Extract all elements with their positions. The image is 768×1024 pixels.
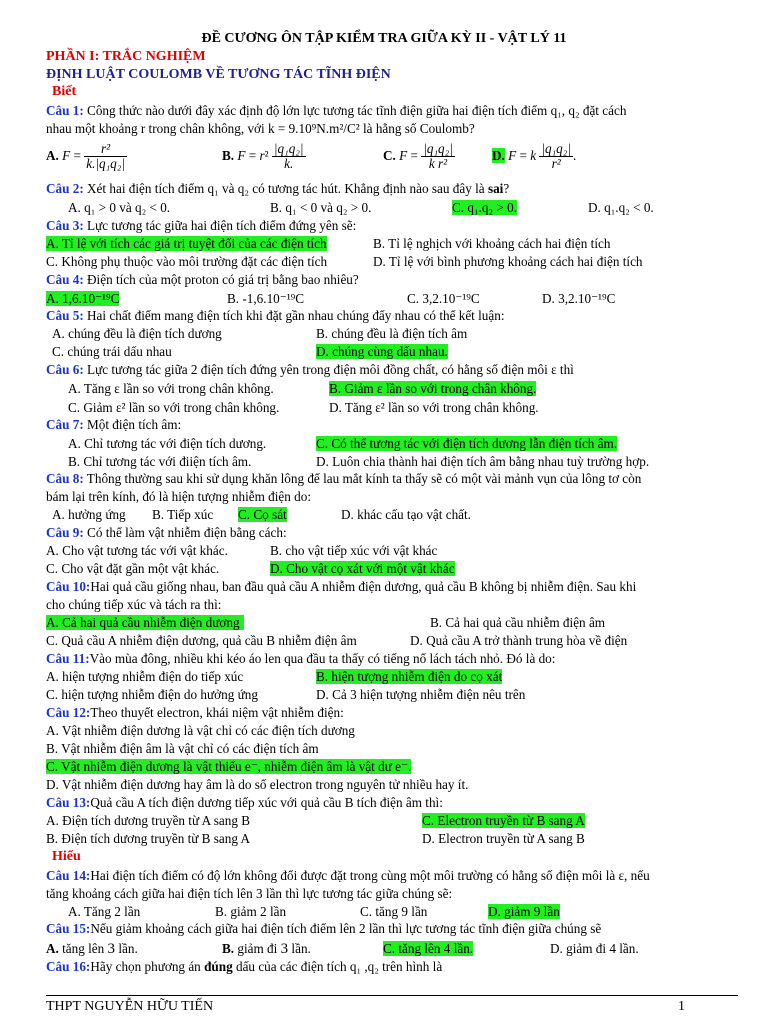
option-7d: D. Luôn chia thành hai điện tích âm bằng nhau tuỳ trường hợp. (316, 454, 650, 469)
option-7c-correct (316, 434, 617, 453)
formula: $\frac{\text{|q₁q₂|}}{k.}$ (273, 141, 304, 172)
option-2d: D. q₁.q₂ < 0. (588, 200, 654, 215)
option-1d: D. F = k $\frac{\text{|q₁q₂|}}{\text{r²}}$ . (492, 141, 577, 172)
option-12c-correct (46, 757, 411, 776)
option-6b-correct (329, 379, 536, 398)
option-15c-correct (383, 939, 473, 958)
option-text-end: lần. (118, 941, 138, 956)
option-14a: A. Tăng 2 lần (68, 904, 141, 919)
question-15 (46, 919, 601, 938)
question-9 (46, 523, 287, 542)
option-4b: B. -1,6.10⁻¹⁹C (227, 291, 305, 306)
option-7a: A. Chỉ tương tác với điện tích dương. (68, 436, 267, 451)
question-12 (46, 703, 344, 722)
option-3b: B. Tỉ lệ nghịch với khoảng cách hai điện tích (373, 236, 611, 251)
option-text: C. Cọ sát (238, 507, 287, 522)
question-10-cont: cho chúng tiếp xúc và tách ra thì: (46, 597, 222, 612)
question-7 (46, 415, 181, 434)
option-10c: C. Quả cầu A nhiễm điện dương, quả cầu B nhiễm điện âm (46, 633, 357, 648)
option-text: C. q₁.q₂ > 0. (452, 200, 517, 215)
option-text: C. Có thể tương tác với điện tích dương lẫn điện tích âm. (316, 436, 618, 451)
option-13a: A. Điện tích dương truyền từ A sang B (46, 813, 251, 828)
option-4c: C. 3,2.10⁻¹⁹C (407, 291, 480, 306)
question-text-end: ? (503, 181, 510, 196)
question-text: Lực tương tác giữa hai điện tích điểm đứng yên sẽ: (87, 218, 357, 233)
question-3 (46, 216, 356, 235)
question-1-cont: nhau một khoảng r trong chân không, với k = 9.10⁹N.m²/C² là hằng số Coulomb? (46, 121, 475, 136)
option-8c-correct (238, 505, 287, 524)
option-label-correct: D. (492, 148, 505, 163)
option-12a: A. Vật nhiễm điện dương là vật chỉ có các điện tích dương (46, 723, 355, 738)
question-number: Câu 3: (46, 218, 84, 233)
level-hieu-heading: Hiểu (52, 849, 81, 864)
option-9c: C. Cho vật đặt gần một vật khác. (46, 561, 220, 576)
option-14b: B. giảm 2 lần (215, 904, 287, 919)
option-11c: C. hiện tượng nhiễm điện do hưởng ứng (46, 687, 258, 702)
option-8b: B. Tiếp xúc (152, 507, 214, 522)
option-11d: D. Cả 3 hiện tượng nhiễm điện nêu trên (316, 687, 526, 702)
option-text: D. chúng cùng dấu nhau. (316, 344, 448, 359)
option-10a-correct (46, 613, 244, 632)
option-1c: C. F = $\frac{\text{|q₁q₂|}}{\text{k r²}}$ (383, 141, 453, 172)
question-2 (46, 179, 509, 198)
option-text: A. Cả hai quả cầu nhiễm điện dương (46, 615, 244, 630)
option-9a: A. Cho vật tương tác với vật khác. (46, 543, 228, 558)
formula: $\frac{\text{r²}}{\text{k.|q₁q₂|}}$ (86, 141, 125, 172)
question-10 (46, 577, 636, 596)
option-text: tăng lên (62, 941, 105, 956)
question-number: Câu 2: (46, 181, 84, 196)
option-1a: A. F = $\frac{\text{r²}}{\text{k.|q₁q₂|}}$ (46, 141, 125, 172)
question-16 (46, 957, 442, 976)
footer-school: THPT NGUYỄN HỮU TIẾN (46, 999, 214, 1014)
question-number: Câu 16: (46, 959, 91, 974)
question-text: Quả cầu A tích điện dương tiếp xúc với quả cầu B tích điện âm thì: (90, 795, 443, 810)
option-text: D. Cho vật cọ xát với một vật khác (270, 561, 455, 576)
question-number: Câu 6: (46, 362, 84, 377)
option-2a: A. q₁ > 0 và q₂ < 0. (68, 200, 171, 215)
question-text: Điện tích của một proton có giá trị bằng bao nhiêu? (87, 272, 359, 287)
option-text: C. Vật nhiễm điện dương là vật thiếu e⁻, nhiễm điện âm là vật dư e⁻. (46, 759, 412, 774)
question-text: Công thức nào dưới đây xác định độ lớn lực tương tác tĩnh điện giữa hai điện tích điểm q₁, q₂ đặt cách (87, 103, 627, 118)
option-15d: D. giảm đi 4 lần. (550, 941, 639, 956)
question-text: Nếu giảm khoảng cách giữa hai điện tích điểm lên 2 lần thì lực tương tác tĩnh điện giữa chúng sẽ (90, 921, 602, 936)
option-15a (46, 939, 138, 959)
option-3d: D. Tỉ lệ với bình phương khoảng cách hai điện tích (373, 254, 643, 269)
option-text: B. Giảm ε lần so với trong chân không. (329, 381, 537, 396)
option-text: B. hiện tượng nhiễm điện do cọ xát (316, 669, 503, 684)
formula: $\frac{\text{|q₁q₂|}}{\text{r²}}$ (541, 141, 571, 172)
question-number: Câu 14: (46, 868, 91, 883)
option-text-end: lần. (291, 941, 311, 956)
question-text: Thông thường sau khi sử dụng khăn lông để lau mắt kính ta thấy sẽ có một vài mảnh vụn của lông tơ còn (86, 471, 642, 486)
question-5 (46, 306, 505, 325)
question-14 (46, 866, 650, 885)
footer-page-number: 1 (678, 999, 685, 1014)
option-12b: B. Vật nhiễm điện âm là vật chỉ có các điện tích âm (46, 741, 319, 756)
option-8a: A. hưởng ứng (52, 507, 126, 522)
question-14-cont: tăng khoảng cách giữa hai điện tích lên 3 lần thì lực tương tác giữa chúng sẽ: (46, 886, 453, 901)
option-13b: B. Điện tích dương truyền từ B sang A (46, 831, 251, 846)
option-text: A. Tỉ lệ với tích các giá trị tuyệt đối của các điện tích (46, 236, 327, 251)
question-text: Xét hai điện tích điểm q₁ và q₂ có tương tác hút. Khẳng định nào sau đây là (87, 181, 485, 196)
option-2b: B. q₁ < 0 và q₂ > 0. (270, 200, 372, 215)
question-number: Câu 1: (46, 103, 84, 118)
option-6a: A. Tăng ε lần so với trong chân không. (68, 381, 274, 396)
option-1b: B. F = r² $\frac{\text{|q₁q₂|}}{k.}$ (222, 141, 304, 172)
question-text: Hãy chọn phương án (90, 959, 201, 974)
question-6 (46, 360, 574, 379)
question-11 (46, 649, 555, 668)
question-text: Vào mùa đông, nhiều khi kéo áo len qua đầu ta thấy có tiếng nổ lách tách nhỏ. Đó là do: (89, 651, 556, 666)
option-9b: B. cho vật tiếp xúc với vật khác (270, 543, 438, 558)
question-1 (46, 101, 626, 120)
question-number: Câu 10: (46, 579, 91, 594)
option-3a-correct (46, 234, 327, 253)
option-5c: C. chúng trái dấu nhau (52, 344, 172, 359)
option-13c-correct (422, 811, 585, 830)
level-biet-heading: Biết (52, 84, 77, 99)
option-9d-correct (270, 559, 455, 578)
option-14c: C. tăng 9 lần (360, 904, 428, 919)
question-number: Câu 4: (46, 272, 84, 287)
document-title: ĐỀ CƯƠNG ÔN TẬP KIỂM TRA GIỮA KỲ II - VẬT LÝ 11 (201, 31, 567, 46)
option-5d-correct (316, 342, 448, 361)
option-5b: B. chúng đều là điện tích âm (316, 326, 468, 341)
question-13 (46, 793, 443, 812)
option-label: A. (46, 148, 59, 163)
question-text: Hai quả cầu giống nhau, ban đầu quả cầu A nhiễm điện dương, quả cầu B không bị nhiễm điện. Sau khi (90, 579, 637, 594)
question-number: Câu 15: (46, 921, 91, 936)
option-15b (222, 939, 311, 959)
question-text: Hai điện tích điểm có độ lớn không đổi được đặt trong cùng một môi trường có hằng số điện môi là ε, nếu (90, 868, 650, 883)
option-number: 3 (107, 941, 116, 957)
option-7b: B. Chỉ tương tác với điiện tích âm. (68, 454, 252, 469)
question-text: Một điện tích âm: (87, 417, 182, 432)
question-emphasis: đúng (204, 959, 233, 974)
option-13d: D. Electron truyền từ A sang B (422, 831, 585, 846)
option-8d: D. khác cấu tạo vật chất. (341, 507, 471, 522)
option-6c: C. Giảm ε² lần so với trong chân không. (68, 400, 280, 415)
option-5a: A. chúng đều là điện tích dương (52, 326, 222, 341)
question-text: Hai chất điểm mang điện tích khi đặt gần nhau chúng đẩy nhau có thể kết luận: (87, 308, 505, 323)
option-text: giảm đi (237, 941, 278, 956)
option-11b-correct (316, 667, 502, 686)
option-label: B. (222, 148, 235, 163)
option-text: D. giảm 9 lần (488, 904, 560, 919)
topic-heading: ĐỊNH LUẬT COULOMB VỀ TƯƠNG TÁC TĨNH ĐIỆN (46, 67, 391, 82)
option-text: A. 1,6.10⁻¹⁹C (46, 291, 120, 306)
option-text: C. tăng lên 4 lần. (383, 941, 474, 956)
question-number: Câu 7: (46, 417, 84, 432)
option-label: B. (222, 941, 235, 956)
question-8 (46, 469, 641, 488)
option-10d: D. Quả cầu A trở thành trung hòa về điện (410, 633, 628, 648)
footer-divider (46, 995, 738, 996)
option-6d: D. Tăng ε² lần so với trong chân không. (329, 400, 539, 415)
question-number: Câu 13: (46, 795, 91, 810)
option-10b: B. Cả hai quả cầu nhiễm điện âm (430, 615, 606, 630)
option-11a: A. hiện tượng nhiễm điện do tiếp xúc (46, 669, 244, 684)
question-number: Câu 5: (46, 308, 84, 323)
option-label: A. (46, 941, 59, 956)
question-number: Câu 9: (46, 525, 84, 540)
option-text: C. Electron truyền từ B sang A (422, 813, 585, 828)
part-heading: PHẦN I: TRẮC NGHIỆM (46, 49, 206, 64)
question-text: Theo thuyết electron, khái niệm vật nhiễm điện: (90, 705, 344, 720)
option-number: 3 (280, 941, 289, 957)
question-text: Có thể làm vật nhiễm điện bằng cách: (87, 525, 287, 540)
question-emphasis: sai (487, 181, 504, 196)
option-12d: D. Vật nhiễm điện dương hay âm là do số electron trong nguyên tử nhiều hay ít. (46, 777, 469, 792)
question-text: Lực tương tác giữa 2 điện tích đứng yên trong điện môi đồng chất, có hằng số điện môi ε thì (87, 362, 574, 377)
question-number: Câu 12: (46, 705, 91, 720)
question-8-cont: bám lại trên kính, đó là hiện tượng nhiễm điện do: (46, 489, 311, 504)
option-label: C. (383, 148, 396, 163)
question-text-end: dấu của các điện tích q₁ ,q₂ trên hình là (235, 959, 443, 974)
option-2c-correct (452, 198, 517, 217)
question-number: Câu 8: (46, 471, 84, 486)
option-4d: D. 3,2.10⁻¹⁹C (542, 291, 616, 306)
question-number: Câu 11: (46, 651, 90, 666)
question-4 (46, 270, 359, 289)
option-3c: C. Không phụ thuộc vào môi trường đặt các điện tích (46, 254, 328, 269)
formula: $\frac{\text{|q₁q₂|}}{\text{k r²}}$ (423, 141, 453, 172)
